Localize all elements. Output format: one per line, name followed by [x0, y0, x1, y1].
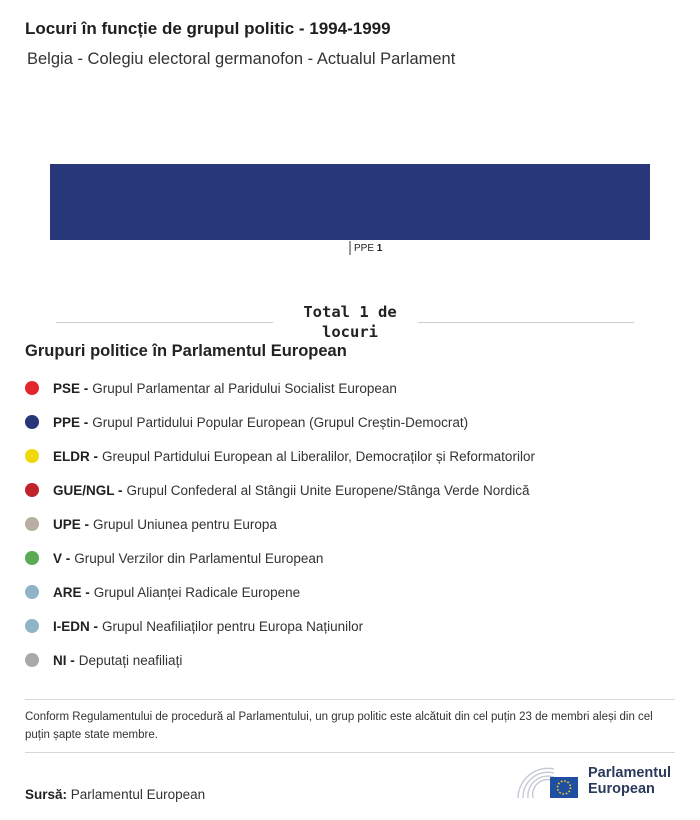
legend-abbr: PPE -	[53, 414, 89, 430]
legend-dot-icon	[25, 415, 39, 429]
legend-dot-icon	[25, 483, 39, 497]
chart-subtitle: Belgia - Colegiu electoral germanofon - Actualul Parlament	[27, 50, 456, 68]
total-seats	[0, 300, 700, 344]
parliament-logo	[516, 762, 671, 800]
legend-item	[25, 575, 535, 609]
legend	[25, 371, 535, 677]
chart-title: Locuri în funcție de grupul politic - 1994-1999	[25, 19, 391, 38]
legend-dot-icon	[25, 381, 39, 395]
legend-dot-icon	[25, 449, 39, 463]
source	[25, 787, 205, 802]
legend-item	[25, 507, 535, 541]
legend-item	[25, 439, 535, 473]
legend-abbr: I-EDN -	[53, 618, 98, 634]
source-label: Sursă:	[25, 787, 68, 802]
bar-segment-ppe	[50, 164, 650, 240]
legend-label: Grupul Neafiliaților pentru Europa Națiunilor	[102, 618, 364, 634]
legend-dot-icon	[25, 517, 39, 531]
legend-dot-icon	[25, 619, 39, 633]
legend-abbr: ELDR -	[53, 448, 98, 464]
legend-dot-icon	[25, 551, 39, 565]
legend-abbr: V -	[53, 550, 71, 566]
legend-abbr: UPE -	[53, 516, 90, 532]
legend-item	[25, 405, 535, 439]
seat-chart	[0, 150, 700, 260]
footer-divider-bottom	[25, 752, 675, 753]
legend-label: Grupul Verzilor din Parlamentul European	[74, 550, 324, 566]
legend-abbr: GUE/NGL -	[53, 482, 123, 498]
legend-label: Greupul Partidului European al Liberalilor, Democraților și Reformatorilor	[102, 448, 535, 464]
legend-item	[25, 643, 535, 677]
legend-item	[25, 609, 535, 643]
total-divider-left	[56, 322, 273, 323]
legend-label: Deputați neafiliați	[78, 652, 183, 668]
legend-abbr: NI -	[53, 652, 75, 668]
legend-label: Grupul Confederal al Stângii Unite Europene/Stânga Verde Nordică	[126, 482, 530, 498]
legend-label: Grupul Uniunea pentru Europa	[93, 516, 277, 532]
legend-dot-icon	[25, 585, 39, 599]
logo-line-2: European	[588, 781, 655, 797]
parliament-emblem-icon	[516, 762, 580, 800]
total-label: Total 1 de locuri	[303, 303, 397, 341]
footer-divider-top	[25, 699, 675, 700]
legend-abbr: PSE -	[53, 380, 89, 396]
legend-item	[25, 371, 535, 405]
legend-item	[25, 473, 535, 507]
footer-note: Conform Regulamentului de procedură al Parlamentului, un grup politic este alcătuit din cel puțin 23 de membri aleși din cel puțin șapte state membre.	[25, 711, 653, 741]
legend-title: Grupuri politice în Parlamentul European	[25, 342, 347, 360]
legend-item	[25, 541, 535, 575]
legend-abbr: ARE -	[53, 584, 90, 600]
legend-dot-icon	[25, 653, 39, 667]
bar-data-label: PPE 1	[354, 243, 383, 254]
legend-label: Grupul Partidului Popular European (Grupul Creștin-Democrat)	[92, 414, 469, 430]
logo-line-1: Parlamentul	[588, 765, 671, 781]
total-divider-right	[418, 322, 634, 323]
legend-label: Grupul Parlamentar al Paridului Socialist European	[92, 380, 397, 396]
legend-label: Grupul Alianței Radicale Europene	[93, 584, 301, 600]
source-value: Parlamentul European	[70, 787, 206, 802]
